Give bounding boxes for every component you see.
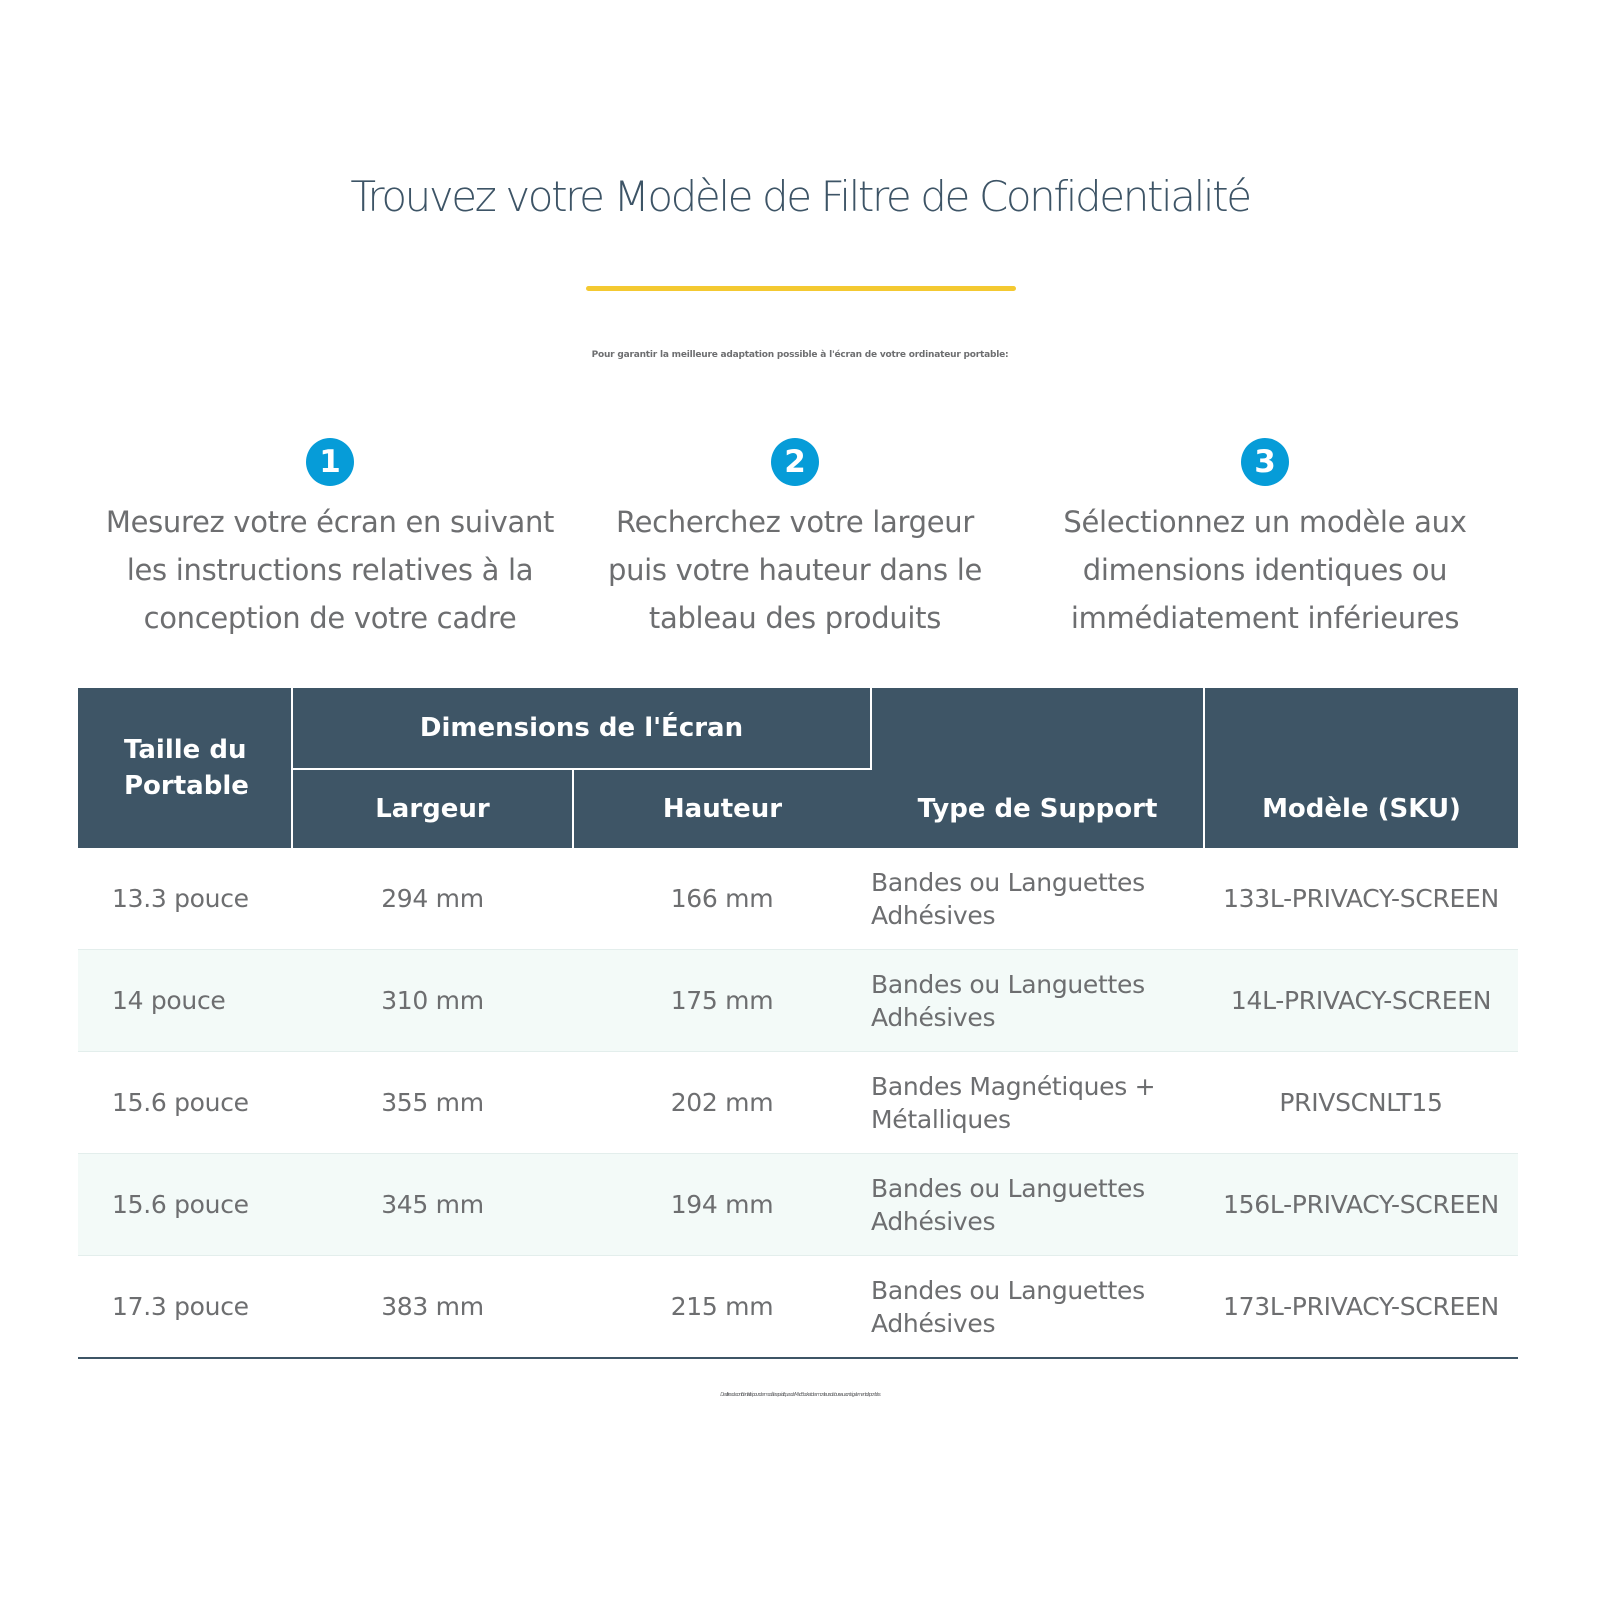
cell-sku: 133L-PRIVACY-SCREEN	[1204, 848, 1518, 950]
cell-width: 355 mm	[292, 1052, 573, 1154]
product-table	[78, 688, 1518, 1359]
step-text-line: dimensions identiques ou	[1082, 553, 1448, 587]
cell-mount-type	[871, 1256, 1204, 1359]
mount-type-line: Bandes ou Languettes	[871, 969, 1145, 999]
step-number-badge: 2	[771, 438, 819, 486]
step-text-line: puis votre hauteur dans le	[607, 553, 983, 587]
step-text-line: Mesurez votre écran en suivant	[105, 505, 555, 539]
step-text-line: les instructions relatives à la	[126, 553, 534, 587]
cell-mount-type	[871, 848, 1204, 950]
cell-width: 383 mm	[292, 1256, 573, 1359]
cell-height: 215 mm	[573, 1256, 871, 1359]
cell-size: 15.6 pouce	[78, 1052, 292, 1154]
page-title: Trouvez votre Modèle de Filtre de Confidentialité	[350, 172, 1250, 221]
step-text-line: Sélectionnez un modèle aux	[1063, 505, 1467, 539]
cell-size: 17.3 pouce	[78, 1256, 292, 1359]
mount-type-line: Bandes ou Languettes	[871, 867, 1145, 897]
cell-mount-type	[871, 1154, 1204, 1256]
step-1	[100, 438, 560, 642]
step-text-line: Recherchez votre largeur	[616, 505, 974, 539]
step-description	[1030, 498, 1500, 642]
mount-type-line: Adhésives	[871, 900, 996, 930]
cell-height: 194 mm	[573, 1154, 871, 1256]
cell-mount-type	[871, 950, 1204, 1052]
cell-sku: 14L-PRIVACY-SCREEN	[1204, 950, 1518, 1052]
cell-width: 310 mm	[292, 950, 573, 1052]
cell-width: 345 mm	[292, 1154, 573, 1256]
mount-type-line: Adhésives	[871, 1206, 996, 1236]
step-description	[100, 498, 560, 642]
footnote: Des filtres de confidentialité pour des modèles spécifiques de MacBook et des moniteurs de bureau sont également disponibles.	[720, 1392, 880, 1398]
header-screen-dimensions: Dimensions de l'Écran	[292, 688, 871, 769]
step-3	[1030, 438, 1500, 642]
cell-width: 294 mm	[292, 848, 573, 950]
header-height: Hauteur	[573, 769, 871, 848]
page-subtitle: Pour garantir la meilleure adaptation possible à l'écran de votre ordinateur portable:	[591, 350, 1009, 360]
mount-type-line: Métalliques	[871, 1104, 1011, 1134]
step-number-badge: 1	[306, 438, 354, 486]
cell-height: 202 mm	[573, 1052, 871, 1154]
header-width: Largeur	[292, 769, 573, 848]
cell-size: 15.6 pouce	[78, 1154, 292, 1256]
mount-type-line: Adhésives	[871, 1002, 996, 1032]
cell-size: 14 pouce	[78, 950, 292, 1052]
title-underline	[586, 286, 1016, 291]
header-sku: Modèle (SKU)	[1204, 688, 1518, 848]
table-row	[78, 1052, 1518, 1154]
steps-section	[0, 438, 1600, 648]
step-number-badge: 3	[1241, 438, 1289, 486]
cell-size: 13.3 pouce	[78, 848, 292, 950]
cell-height: 166 mm	[573, 848, 871, 950]
table-row	[78, 848, 1518, 950]
header-laptop-size	[78, 688, 292, 848]
table-row	[78, 1154, 1518, 1256]
mount-type-line: Bandes ou Languettes	[871, 1173, 1145, 1203]
mount-type-line: Adhésives	[871, 1308, 996, 1338]
step-description	[560, 498, 1030, 642]
mount-type-line: Bandes Magnétiques +	[871, 1071, 1156, 1101]
header-laptop-size-line2: Portable	[124, 771, 249, 801]
step-text-line: immédiatement inférieures	[1070, 601, 1460, 635]
step-text-line: conception de votre cadre	[143, 601, 517, 635]
table-row	[78, 1256, 1518, 1359]
step-2	[560, 438, 1030, 642]
step-text-line: tableau des produits	[648, 601, 942, 635]
header-laptop-size-line1: Taille du	[124, 735, 247, 765]
cell-height: 175 mm	[573, 950, 871, 1052]
mount-type-line: Bandes ou Languettes	[871, 1275, 1145, 1305]
table-row	[78, 950, 1518, 1052]
cell-sku: PRIVSCNLT15	[1204, 1052, 1518, 1154]
header-mount-type: Type de Support	[871, 688, 1204, 848]
cell-mount-type	[871, 1052, 1204, 1154]
cell-sku: 156L-PRIVACY-SCREEN	[1204, 1154, 1518, 1256]
cell-sku: 173L-PRIVACY-SCREEN	[1204, 1256, 1518, 1359]
